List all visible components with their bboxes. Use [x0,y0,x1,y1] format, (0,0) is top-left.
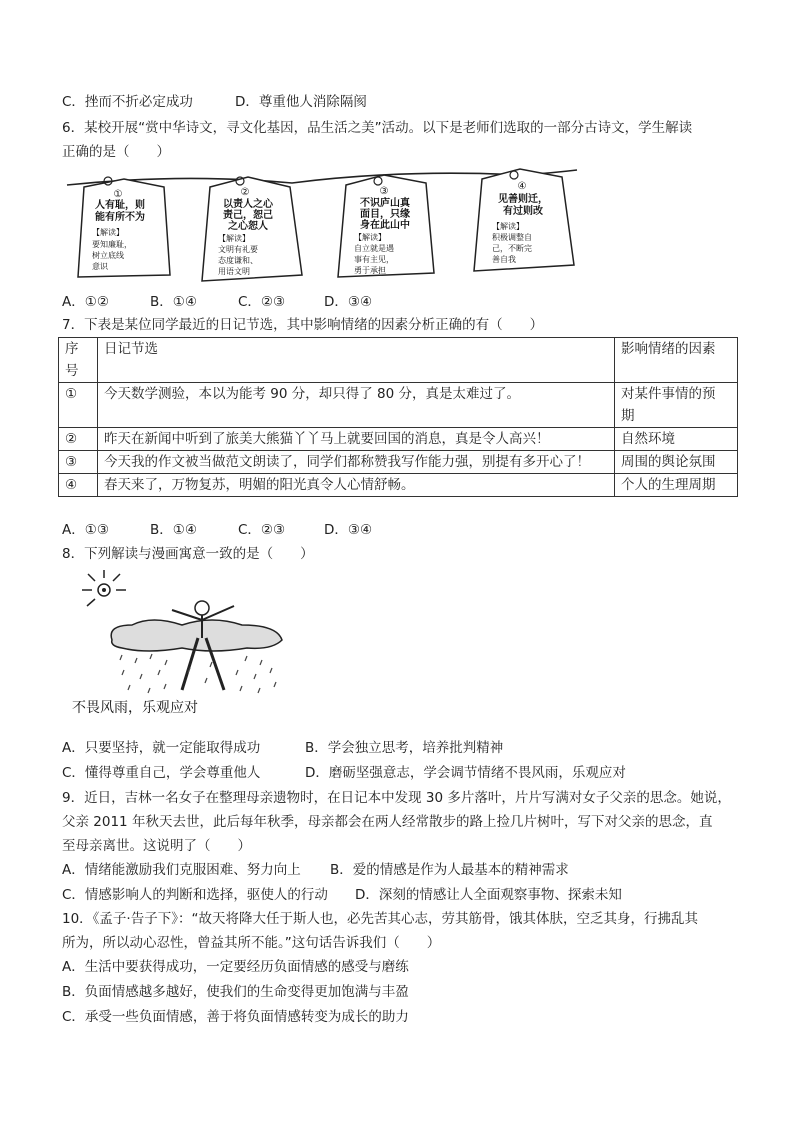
tag-4-interp-4: 善自我 [492,255,516,264]
tag-2-interp-4: 用语文明 [218,267,250,276]
tag-1-interp-1: 【解读】 [92,228,124,237]
q9-option-c: C．情感影响人的判断和选择，驱使人的行动 [62,887,328,903]
tag-1-title-2: 能有所不为 [95,212,145,223]
tag-2 [202,177,302,281]
tag-2-title-2: 责己，恕己 [223,210,273,221]
tag-1-interp-4: 意识 [92,262,108,271]
q10-line1: 10．《孟子·告子下》：“故天将降大任于斯人也，必先苦其心志，劳其筋骨，饿其体肤，空乏其身，行拂乱其 [62,911,698,927]
q7-stem: 7．下表是某位同学最近的日记节选，其中影响情绪的因素分析正确的有（ ） [62,317,544,333]
cartoon-svg [62,570,312,720]
row-2-text: 昨天在新闻中听到了旅美大熊猫丫丫马上就要回国的消息，真是令人高兴！ [98,428,615,451]
tag-4-interp-1: 【解读】 [492,222,524,231]
q6-option-d: D．③④ [324,294,373,310]
tag-3-num: ③ [379,186,389,197]
table-row [59,428,738,451]
tags-svg [62,165,582,290]
table-row [59,474,738,497]
tag-3-interp-3: 事有主见， [354,255,394,264]
tag-2-interp-1: 【解读】 [218,234,250,243]
tag-3 [338,175,434,277]
row-3-no: ③ [59,451,98,474]
tag-2-num: ② [240,187,250,198]
row-1-factor [615,383,738,428]
cartoon-caption: 不畏风雨，乐观应对 [72,700,198,716]
tag-2-title-1: 以责人之心 [223,199,273,210]
tag-3-interp-4: 勇于承担 [354,266,386,275]
tag-3-interp-2: 自立就是遇 [354,244,394,253]
q6-stem-line2: 正确的是（ ） [62,144,170,160]
q8-option-d: D．磨砺坚强意志，学会调节情绪不畏风雨，乐观应对 [305,765,626,781]
table-row [59,383,738,428]
tag-1-interp-3: 树立底线 [92,251,124,260]
row-3-factor: 周围的舆论氛围 [615,451,738,474]
row-1-factor-line2: 期 [621,408,635,424]
q10-option-c: C．承受一些负面情感，善于将负面情感转变为成长的助力 [62,1009,409,1025]
tag-2-interp-2: 文明有礼要 [218,245,258,254]
q9-line3: 至母亲离世。这说明了（ ） [62,838,251,854]
tag-2-title-3: 之心恕人 [228,221,268,232]
tag-1 [78,177,170,277]
q5-option-d: D．尊重他人消除隔阂 [235,94,367,110]
row-4-factor: 个人的生理周期 [615,474,738,497]
header-diary: 日记节选 [98,338,615,383]
q5-option-c: C．挫而不折必定成功 [62,94,193,110]
row-4-text: 春天来了，万物复苏，明媚的阳光真令人心情舒畅。 [98,474,615,497]
row-3-text: 今天我的作文被当做范文朗读了，同学们都称赞我写作能力强，别提有多开心了！ [98,451,615,474]
row-1-no: ① [59,383,98,428]
tag-3-interp-1: 【解读】 [354,233,386,242]
rain [120,654,276,693]
table-row [59,451,738,474]
tag-4-interp-2: 积极调整自 [492,233,532,242]
q9-line1: 9．近日，吉林一名女子在整理母亲遗物时，在日记本中发现 30 多片落叶，片片写满对女子父亲的思念。她说， [62,790,731,806]
q7-option-a: A．①③ [62,522,109,538]
q6-option-a: A．①② [62,294,109,310]
row-1-text: 今天数学测验，本以为能考 90 分，却只得了 80 分，真是太难过了。 [98,383,615,428]
q8-option-c: C．懂得尊重自己，学会尊重他人 [62,765,261,781]
sun-icon [82,570,126,606]
q6-stem-line1: 6．某校开展“赏中华诗文，寻文化基因，品生活之美”活动。以下是老师们选取的一部分古诗文，学生解读 [62,120,693,136]
q7-option-d: D．③④ [324,522,373,538]
q9-line2: 父亲 2011 年秋天去世，此后每年秋季，母亲都会在两人经常散步的路上捡几片树叶，写下对父亲的思念，直 [62,814,713,830]
header-no-line1: 序 [65,341,79,357]
tag-4-interp-3: 己，不断完 [492,244,532,253]
q8-stem: 8．下列解读与漫画寓意一致的是（ ） [62,546,314,562]
tag-3-title-2: 面目，只缘 [360,209,410,220]
q8-option-a: A．只要坚持，就一定能取得成功 [62,740,261,756]
q9-option-d: D．深刻的情感让人全面观察事物、探索未知 [355,887,622,903]
row-2-no: ② [59,428,98,451]
q9-option-b: B．爱的情感是作为人最基本的精神需求 [330,862,569,878]
q8-option-b: B．学会独立思考，培养批判精神 [305,740,504,756]
q6-option-b: B．①④ [150,294,197,310]
header-no [59,338,98,383]
table-header-row [59,338,738,383]
tag-3-title-1: 不识庐山真 [360,198,410,209]
tag-1-interp-2: 要知廉耻， [92,240,132,249]
q8-cartoon [62,570,312,720]
tag-4 [474,169,574,271]
header-no-line2: 号 [65,363,79,379]
q7-option-c: C．②③ [238,522,286,538]
tag-2-interp-3: 态度谦和、 [218,256,258,265]
tag-3-title-3: 身在此山中 [360,220,410,231]
q10-option-b: B．负面情感越多越好，使我们的生命变得更加饱满与丰盈 [62,984,409,1000]
row-4-no: ④ [59,474,98,497]
tag-1-num: ① [113,189,123,200]
tag-4-num: ④ [517,181,527,192]
row-1-factor-line1: 对某件事情的预 [621,386,716,402]
q6-poem-tags-illustration [62,165,582,290]
q6-option-c: C．②③ [238,294,286,310]
q10-option-a: A．生活中要获得成功，一定要经历负面情感的感受与磨练 [62,959,409,975]
q10-line2: 所为，所以动心忍性，曾益其所不能。”这句话告诉我们（ ） [62,935,441,951]
q7-option-b: B．①④ [150,522,197,538]
tag-1-title-1: 人有耻，则 [95,200,145,211]
tag-4-title-1: 见善则迁， [498,194,548,205]
header-factor: 影响情绪的因素 [615,338,738,383]
q7-diary-table [58,337,738,497]
q9-option-a: A．情绪能激励我们克服困难、努力向上 [62,862,301,878]
tag-4-title-2: 有过则改 [503,206,543,217]
row-2-factor: 自然环境 [615,428,738,451]
